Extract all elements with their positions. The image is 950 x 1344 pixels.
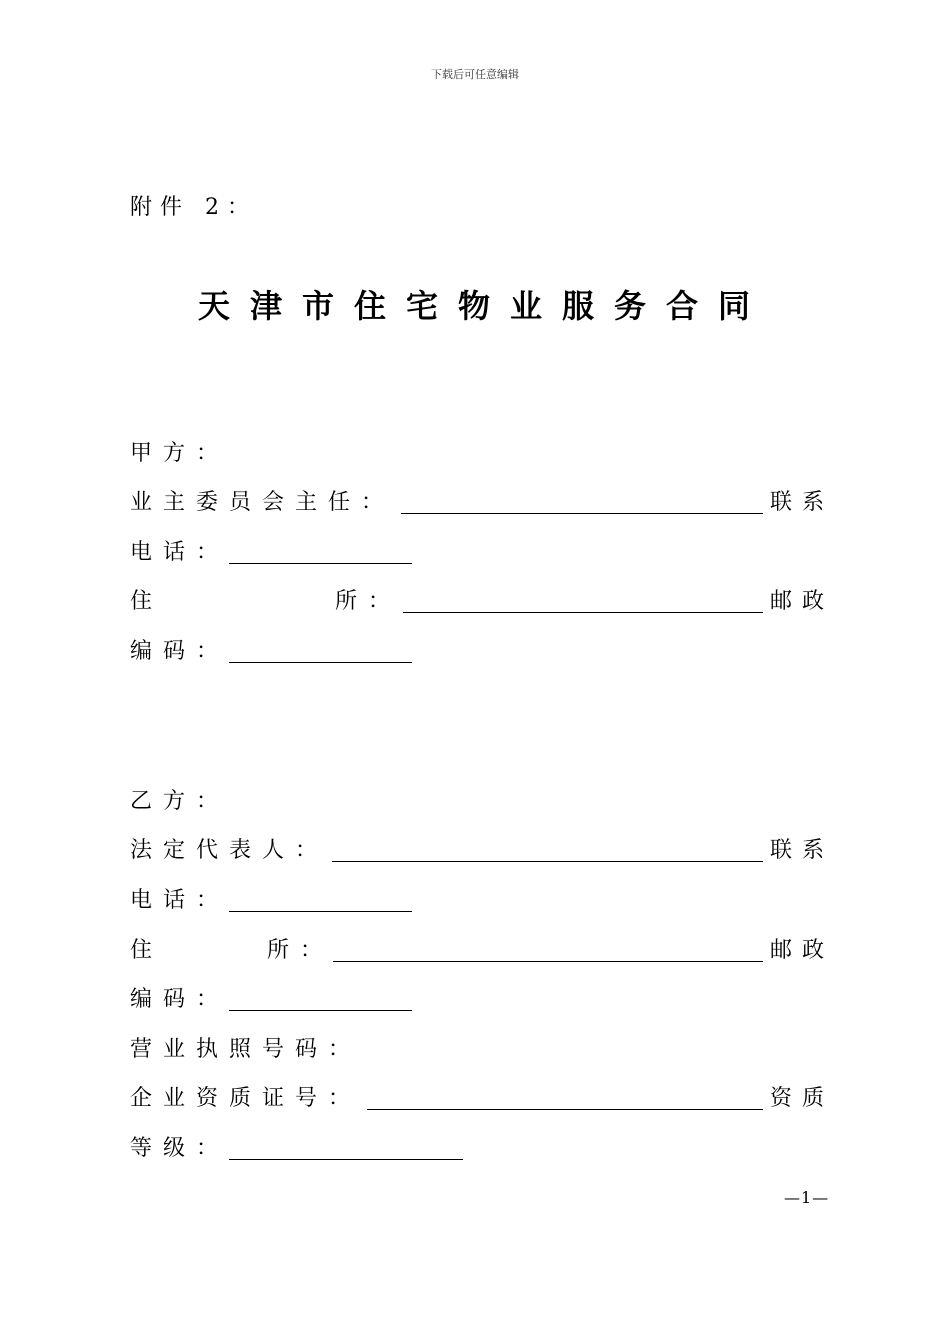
- qualification-cert-label: 企业资质证号：: [130, 1086, 362, 1111]
- postcode-label: 编码：: [130, 639, 230, 664]
- page-number: —1—: [784, 1188, 830, 1207]
- qualification-cert-blank[interactable]: [367, 1109, 763, 1110]
- address-blank[interactable]: [333, 961, 763, 962]
- address-label-right: 所：: [267, 938, 334, 963]
- phone-label: 电话：: [130, 888, 230, 913]
- qualification-label: 资质: [769, 1086, 834, 1111]
- header-note: 下载后可任意编辑: [431, 68, 519, 81]
- party-a-heading: 甲方：: [130, 441, 230, 466]
- address-label-left: 住: [130, 938, 164, 963]
- chairman-blank[interactable]: [401, 513, 763, 514]
- postcode-label: 编码：: [130, 987, 230, 1012]
- legal-rep-blank[interactable]: [332, 861, 763, 862]
- phone-blank[interactable]: [229, 911, 412, 912]
- party-b-legal-rep-line: [130, 834, 834, 868]
- party-a-address-line: [130, 585, 834, 619]
- party-b-qualification-cert-line: [130, 1082, 834, 1116]
- attachment-label: 附件 2：: [130, 195, 257, 220]
- party-b-address-line: [130, 934, 834, 968]
- address-label-right: 所：: [335, 589, 402, 614]
- phone-label: 电话：: [130, 540, 230, 565]
- party-b-license-line: [130, 1033, 824, 1067]
- license-label: 营业执照号码：: [130, 1037, 362, 1062]
- phone-blank[interactable]: [229, 563, 412, 564]
- party-b-phone-line: [130, 884, 824, 918]
- grade-label: 等级：: [130, 1136, 230, 1161]
- party-b-grade-line: [130, 1132, 824, 1166]
- postal-label: 邮政: [769, 938, 834, 963]
- legal-rep-label: 法定代表人：: [130, 838, 329, 863]
- party-a-postcode-line: [130, 635, 824, 669]
- contact-label: 联系: [769, 490, 834, 515]
- contact-label: 联系: [769, 838, 834, 863]
- party-b-heading: 乙方：: [130, 789, 230, 814]
- contract-title: 天津市住宅物业服务合同: [197, 287, 770, 325]
- postcode-blank[interactable]: [229, 662, 412, 663]
- party-b-postcode-line: [130, 983, 824, 1017]
- address-blank[interactable]: [403, 612, 763, 613]
- chairman-label: 业主委员会主任：: [130, 490, 395, 515]
- party-b-heading-line: [130, 785, 824, 819]
- party-a-heading-line: [130, 437, 824, 471]
- party-a-chairman-line: [130, 486, 834, 520]
- address-label-left: 住: [130, 589, 164, 614]
- party-a-phone-line: [130, 536, 824, 570]
- postcode-blank[interactable]: [229, 1010, 412, 1011]
- postal-label: 邮政: [769, 589, 834, 614]
- grade-blank[interactable]: [229, 1159, 463, 1160]
